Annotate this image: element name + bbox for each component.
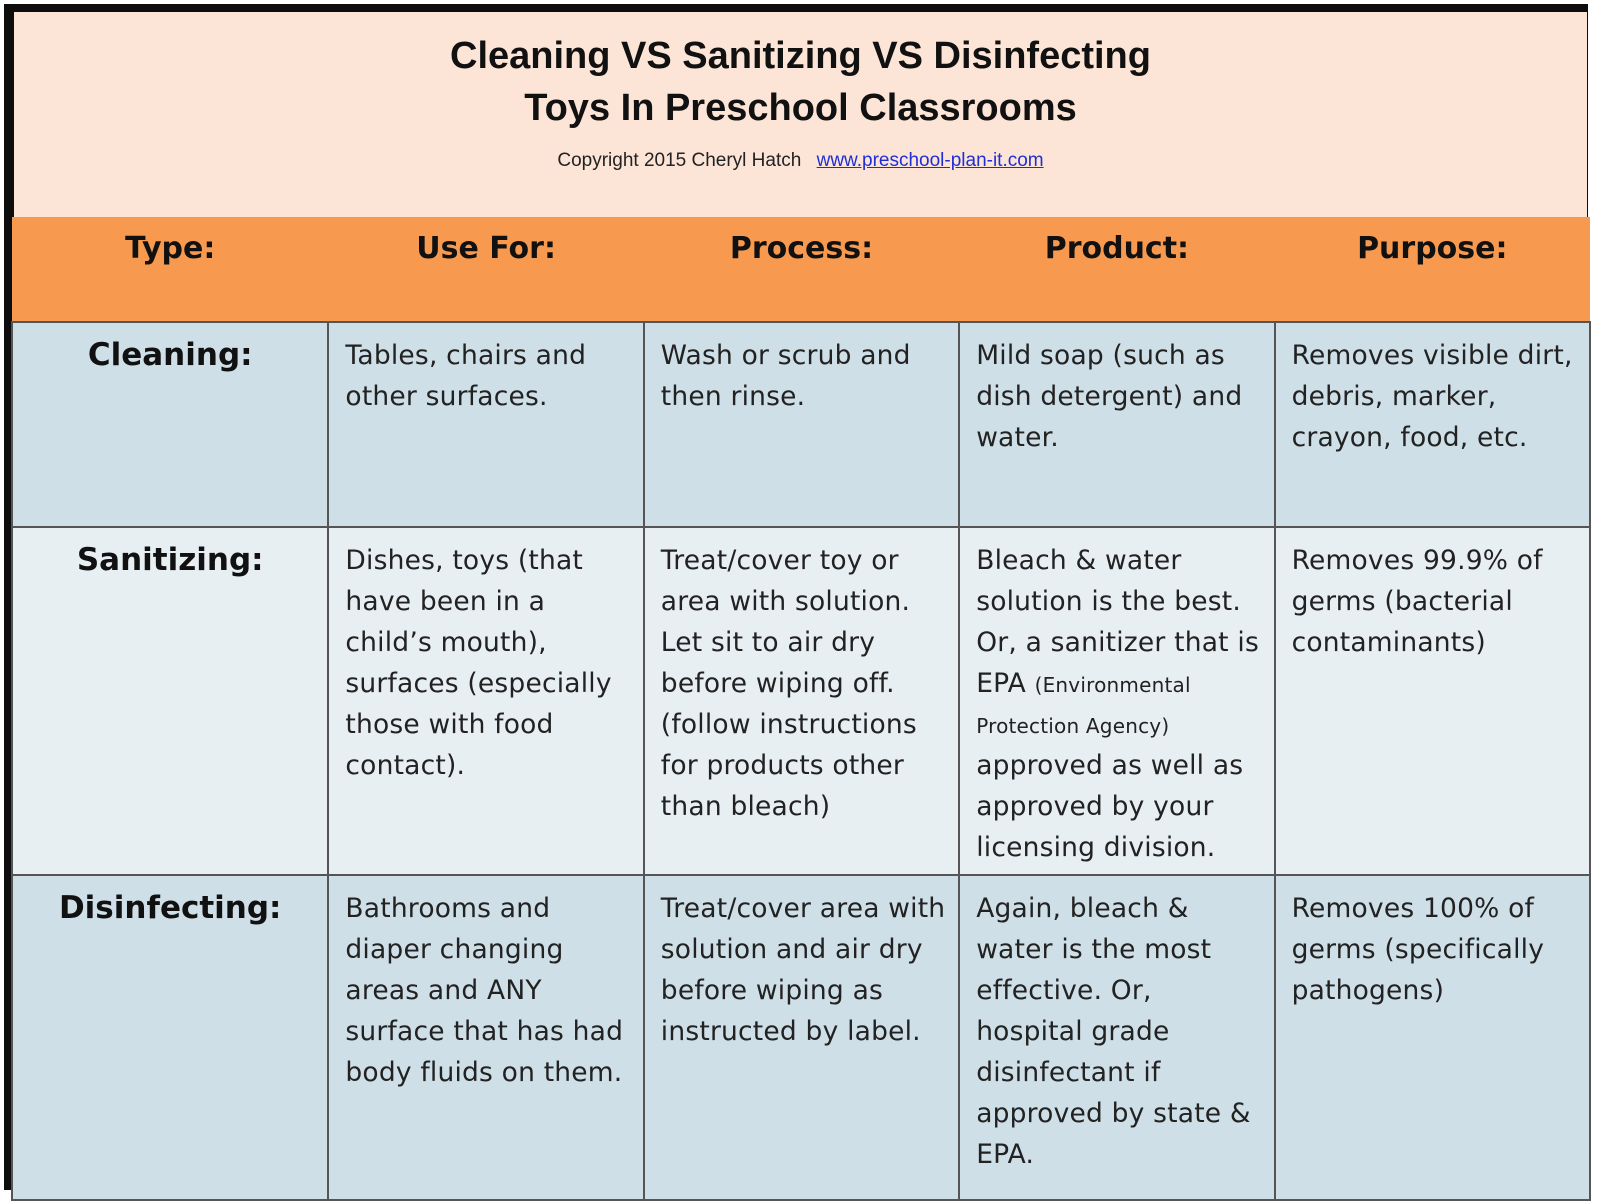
cell-product: Again, bleach & water is the most effective. Or, hospital grade disinfectant if approved by state & EPA. bbox=[959, 875, 1274, 1200]
copyright-line bbox=[14, 150, 1587, 172]
copyright-text: Copyright 2015 Cheryl Hatch bbox=[557, 150, 802, 171]
row-type-sanitizing: Sanitizing: bbox=[12, 527, 328, 875]
cell-purpose: Removes 99.9% of germs (bacterial contaminants) bbox=[1275, 527, 1590, 875]
product-text-small: (Environmental Protection Agency) bbox=[976, 673, 1191, 738]
row-type-disinfecting: Disinfecting: bbox=[12, 875, 328, 1200]
title-line-2: Toys In Preschool Classrooms bbox=[524, 87, 1077, 129]
table-row-disinfecting bbox=[12, 875, 1590, 1200]
column-header-type: Type: bbox=[12, 217, 328, 322]
cell-process: Treat/cover area with solution and air dry before wiping as instructed by label. bbox=[644, 875, 959, 1200]
page-title bbox=[14, 30, 1587, 134]
product-text-b: approved as well as approved by your licensing division. bbox=[976, 750, 1244, 863]
cell-use-for: Bathrooms and diaper changing areas and ANY surface that has had body fluids on them. bbox=[328, 875, 643, 1200]
table-row-cleaning bbox=[12, 322, 1590, 527]
website-link[interactable]: www.preschool-plan-it.com bbox=[816, 150, 1044, 171]
cell-product: Mild soap (such as dish detergent) and water. bbox=[959, 322, 1274, 527]
column-header-product: Product: bbox=[959, 217, 1274, 322]
title-line-1: Cleaning VS Sanitizing VS Disinfecting bbox=[450, 35, 1151, 77]
cell-use-for: Dishes, toys (that have been in a child’s mouth), surfaces (especially those with food contact). bbox=[328, 527, 643, 875]
header-banner bbox=[14, 12, 1587, 217]
column-header-process: Process: bbox=[644, 217, 959, 322]
cell-use-for: Tables, chairs and other surfaces. bbox=[328, 322, 643, 527]
row-type-cleaning: Cleaning: bbox=[12, 322, 328, 527]
product-text-a: Bleach & water solution is the best. Or, a sanitizer that is EPA bbox=[976, 545, 1259, 699]
cell-purpose: Removes visible dirt, debris, marker, crayon, food, etc. bbox=[1275, 322, 1590, 527]
column-header-purpose: Purpose: bbox=[1275, 217, 1590, 322]
cell-product bbox=[959, 527, 1274, 875]
cell-process: Treat/cover toy or area with solution. Let sit to air dry before wiping off. (follow instructions for products other than bleach) bbox=[644, 527, 959, 875]
table-row-sanitizing bbox=[12, 527, 1590, 875]
column-header-use-for: Use For: bbox=[328, 217, 643, 322]
cell-process: Wash or scrub and then rinse. bbox=[644, 322, 959, 527]
cell-purpose: Removes 100% of germs (specifically pathogens) bbox=[1275, 875, 1590, 1200]
comparison-table bbox=[11, 217, 1591, 1201]
table-header-row bbox=[12, 217, 1590, 322]
